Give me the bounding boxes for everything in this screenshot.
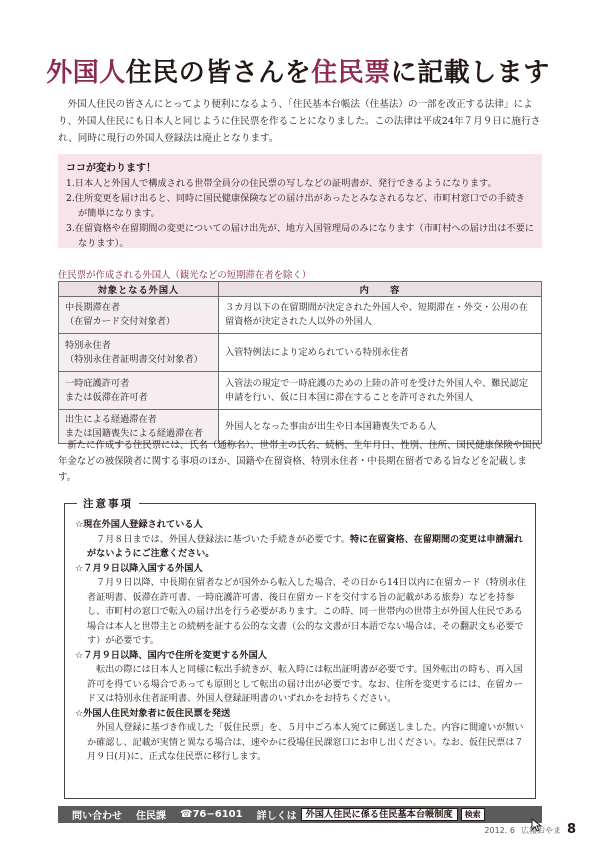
contact-dept: 住民課	[136, 811, 166, 822]
table-caption-paren: （観光などの短期滞在者を除く）	[170, 270, 312, 281]
table-header-target: 対象となる外国人	[59, 282, 219, 297]
changes-box	[58, 154, 542, 248]
changes-title: ココが変わります！	[66, 163, 156, 174]
new-resident-card-note: 新たに作成する住民票には、氏名（通称名）、世帯主の氏名、続柄、生年月日、性別、住所、国民健康保険や国民年金などの被保険者に関する事項のほか、国籍や在留資格、特別永住者・中長期在留者である旨などを記載します。	[58, 440, 541, 483]
table-cell-content: 入管法の規定で一時庇護のための上陸の許可を受けた外国人や、難民認定申請を行い、仮に日本国に滞在することを許可された外国人	[219, 372, 542, 410]
contact-details: 詳しくは	[256, 811, 297, 822]
target-line: 一時庇護許可者	[65, 377, 130, 389]
notice-heading: ☆７月９日以降入国する外国人	[75, 562, 203, 574]
changes-item: 3.在留資格や在留期間の変更についての届け出先が、地方入国管理局のみになります（市町村への届け出は不要になります）。	[66, 223, 534, 249]
changes-item: 1.日本人と外国人で構成される世帯全員分の住民票の写しなどの証明書が、発行できるようになります。	[66, 178, 497, 189]
contact-bar	[58, 806, 542, 823]
target-line: 中長期滞在者	[65, 302, 121, 313]
target-line: （在留カード交付対象者）	[65, 316, 176, 327]
contact-label: 問い合わせ	[72, 811, 122, 822]
page-footer	[484, 822, 576, 837]
footer-date: 2012. 6	[484, 826, 515, 835]
notice-body	[75, 533, 527, 562]
notice-heading: ☆７月９日以降、国内で住所を変更する外国人	[75, 649, 267, 661]
notice-body: 外国人登録に基づき作成した「仮住民票」を、５月中ごろ本人宛てに郵送しました。内容に間違いが無いか確認し、記載が実情と異なる場合は、速やかに役場住民課窓口にお申し出ください。なお、仮住民票は７月９日(月)に、正式な住民票に移行します。	[87, 723, 524, 762]
table-cell-target	[59, 297, 219, 334]
page-title	[0, 52, 596, 89]
table-header-row	[59, 282, 542, 297]
notice-heading: ☆現在外国人登録されている人	[75, 519, 203, 530]
table-row	[59, 297, 542, 334]
notice-body-emphasis: 特に在留資格、在留期間の変更は申請漏れがないようにご注意ください。	[87, 534, 523, 559]
table-cell-target	[59, 334, 219, 372]
intro-paragraph: 外国人住民の皆さんにとってより便利になるよう、「住民基本台帳法（住基法）の一部を改正する法律」により、外国人住民にも日本人と同じように住民票を作ることになりました。この法律は平成24年７月９日に施行され、同時に現行の外国人登録法は廃止となります。	[58, 99, 541, 144]
search-button: 検索	[461, 808, 485, 821]
target-line: （特別永住者証明書交付対象者）	[65, 353, 203, 365]
table-caption	[58, 267, 311, 281]
changes-item: 2.住所変更を届け出ると、同時に国民健康保険などの届け出があったとみなされるなど、市町村窓口での手続きが簡単になります。	[66, 193, 525, 219]
changes-list	[66, 176, 534, 251]
title-part-resident-card: 住民票	[311, 58, 391, 88]
target-line: または国籍喪失による経過滞在者	[65, 427, 203, 439]
notice-heading: ☆外国人住民対象者に仮住民票を発送	[75, 707, 231, 719]
notice-body: ７月９日以降、中長期在留者などが国外から転入した場合、その日から14日以内に在留カード（特別永住者証明書、仮滞在許可書、一時庇護許可書、後日在留カードを交付する旨の記載がある旅券）などを持参し、市町村の窓口で転入の届け出を行う必要があります。この時、同一世帯内の世帯主が外国人住民である場合は本人と世帯主との続柄を証する公的な文書（公的な文書が日本語でない場合は、その翻訳文も必要です）が必要です。	[87, 578, 526, 646]
table-cell-target	[59, 372, 219, 410]
target-line: 出生による経過滞在者	[65, 413, 157, 425]
table-caption-main: 住民票が作成される外国人	[58, 270, 171, 281]
table-row	[59, 334, 542, 372]
title-part-residents: 住民の皆さんを	[125, 58, 312, 88]
table-header-content: 内 容	[219, 282, 542, 297]
residents-table	[58, 281, 542, 444]
title-part-foreigner: 外国人	[46, 58, 126, 88]
page-number: 8	[566, 822, 576, 837]
search-term-box: 外国人住民に係る住民基本台帳制度	[301, 808, 458, 821]
notice-body-text: ７月８日までは、外国人登録法に基づいた手続きが必要です。	[96, 534, 350, 545]
table-cell-content: 入管特例法により定められている特別永住者	[219, 334, 542, 372]
table-cell-content: 外国人となった事由が出生や日本国籍喪失である人	[219, 410, 542, 444]
footer-publication: 広報おやま	[520, 826, 561, 835]
notice-title: 注意事項	[77, 496, 139, 511]
target-line: または仮滞在許可者	[65, 391, 148, 403]
target-line: 特別永住者	[65, 339, 111, 351]
contact-phone: ☎76−6101	[180, 809, 243, 820]
table-row	[59, 372, 542, 410]
notice-body: 転出の際には日本人と同様に転出手続きが、転入時には転出証明書が必要です。国外転出の時も、再入国許可を得ている場合であっても原則として転出の届け出が必要です。なお、住所を変更するには、在留カード又は特別永住者証明書、外国人登録証明書のいずれかをお持ちください。	[87, 665, 523, 704]
notice-box	[64, 498, 536, 799]
table-cell-content: ３カ月以下の在留期間が決定された外国人や、短期滞在・外交・公用の在留資格が決定された人以外の外国人	[219, 297, 542, 334]
title-part-end: に記載します	[390, 58, 550, 88]
